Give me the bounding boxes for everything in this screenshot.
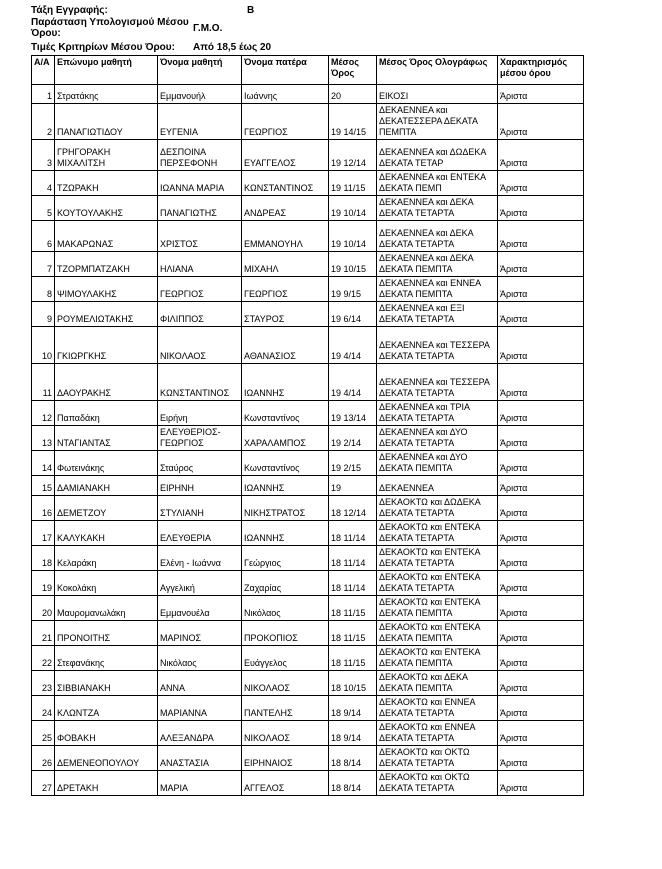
row-number-cell: 2 [32, 104, 55, 140]
row-number-cell: 12 [32, 401, 55, 426]
first-name-cell: ΝΙΚΟΛΑΟΣ [158, 327, 242, 364]
characterization-cell: Άριστα [498, 646, 584, 671]
characterization-cell: Άριστα [498, 746, 584, 771]
col-avg: Μέσος Όρος [329, 56, 377, 85]
father-name-cell: ΕΙΡΗΝΑΙΟΣ [242, 746, 329, 771]
surname-cell: ΚΑΛΥΚΑΚΗ [55, 521, 158, 546]
characterization-cell: Άριστα [498, 771, 584, 796]
characterization-cell: Άριστα [498, 571, 584, 596]
average-cell: 19 12/14 [329, 140, 377, 171]
table-row [32, 196, 584, 221]
surname-cell: ΚΛΩΝΤΖΑ [55, 696, 158, 721]
table-row [32, 364, 584, 401]
table-row [32, 746, 584, 771]
characterization-cell: Άριστα [498, 302, 584, 327]
father-name-cell: ΓΕΩΡΓΙΟΣ [242, 277, 329, 302]
average-words-cell: ΔΕΚΑΕΝΝΕΑ και ΔΥΟ ΔΕΚΑΤΑ ΠΕΜΠΤΑ [377, 451, 498, 476]
surname-cell: Φωτεινάκης [55, 451, 158, 476]
father-name-cell: Ιωάννης [242, 85, 329, 104]
surname-cell: ΠΑΝΑΓΙΩΤΙΔΟΥ [55, 104, 158, 140]
characterization-cell: Άριστα [498, 546, 584, 571]
first-name-cell: ΚΩΝΣΤΑΝΤΙΝΟΣ [158, 364, 242, 401]
characterization-cell: Άριστα [498, 451, 584, 476]
row-number-cell: 24 [32, 696, 55, 721]
table-row [32, 401, 584, 426]
average-cell: 19 10/15 [329, 252, 377, 277]
average-words-cell: ΔΕΚΑΟΚΤΩ και ΕΝΤΕΚΑ ΔΕΚΑΤΑ ΤΕΤΑΡΤΑ [377, 521, 498, 546]
characterization-cell: Άριστα [498, 196, 584, 221]
table-row [32, 771, 584, 796]
first-name-cell: ΜΑΡΙΑ [158, 771, 242, 796]
row-number-cell: 21 [32, 621, 55, 646]
characterization-cell: Άριστα [498, 221, 584, 252]
table-row [32, 571, 584, 596]
average-words-cell: ΕΙΚΟΣΙ [377, 85, 498, 104]
characterization-cell: Άριστα [498, 496, 584, 521]
first-name-cell: ΕΙΡΗΝΗ [158, 476, 242, 496]
row-number-cell: 3 [32, 140, 55, 171]
first-name-cell: ΕΛΕΥΘΕΡΙΑ [158, 521, 242, 546]
table-row [32, 451, 584, 476]
first-name-cell: ΓΕΩΡΓΙΟΣ [158, 277, 242, 302]
father-name-cell: ΓΕΩΡΓΙΟΣ [242, 104, 329, 140]
row-number-cell: 7 [32, 252, 55, 277]
average-words-cell: ΔΕΚΑΟΚΤΩ και ΔΕΚΑ ΔΕΚΑΤΑ ΠΕΜΠΤΑ [377, 671, 498, 696]
characterization-cell: Άριστα [498, 621, 584, 646]
parastasi-label-1: Παράσταση Υπολογισμού Μέσου [31, 17, 189, 28]
row-number-cell: 17 [32, 521, 55, 546]
average-words-cell: ΔΕΚΑΕΝΝΕΑ και ΤΕΣΣΕΡΑ ΔΕΚΑΤΑ ΤΕΤΑΡΤΑ [377, 327, 498, 364]
average-cell: 19 4/14 [329, 364, 377, 401]
table-row [32, 671, 584, 696]
father-name-cell: Κωνσταντίνος [242, 451, 329, 476]
father-name-cell: ΙΩΑΝΝΗΣ [242, 476, 329, 496]
row-number-cell: 25 [32, 721, 55, 746]
average-words-cell: ΔΕΚΑΕΝΝΕΑ και ΤΡΙΑ ΔΕΚΑΤΑ ΤΕΤΑΡΤΑ [377, 401, 498, 426]
row-number-cell: 18 [32, 546, 55, 571]
surname-cell: ΔΕΜΕΤΖΟΥ [55, 496, 158, 521]
table-row [32, 721, 584, 746]
col-father: Όνομα πατέρα [242, 56, 329, 85]
characterization-cell: Άριστα [498, 596, 584, 621]
table-row [32, 85, 584, 104]
table-row [32, 171, 584, 196]
surname-cell: ΓΚΙΩΡΓΚΗΣ [55, 327, 158, 364]
surname-cell: ΦΟΒΑΚΗ [55, 721, 158, 746]
father-name-cell: ΠΡΟΚΟΠΙΟΣ [242, 621, 329, 646]
table-header-row [32, 56, 584, 85]
table-row [32, 104, 584, 140]
characterization-cell: Άριστα [498, 327, 584, 364]
average-words-cell: ΔΕΚΑΕΝΝΕΑ και ΕΝΤΕΚΑ ΔΕΚΑΤΑ ΠΕΜΠ [377, 171, 498, 196]
table-row [32, 277, 584, 302]
table-row [32, 646, 584, 671]
surname-cell: ΨΙΜΟΥΛΑΚΗΣ [55, 277, 158, 302]
average-words-cell: ΔΕΚΑΟΚΤΩ και ΕΝΤΕΚΑ ΔΕΚΑΤΑ ΠΕΜΠΤΑ [377, 646, 498, 671]
col-name: Όνομα μαθητή [158, 56, 242, 85]
first-name-cell: Εμμανουήλ [158, 85, 242, 104]
average-words-cell: ΔΕΚΑΕΝΝΕΑ και ΔΩΔΕΚΑ ΔΕΚΑΤΑ ΤΕΤΑΡ [377, 140, 498, 171]
first-name-cell: Νικόλαος [158, 646, 242, 671]
characterization-cell: Άριστα [498, 171, 584, 196]
row-number-cell: 6 [32, 221, 55, 252]
col-surname: Επώνυμο μαθητή [55, 56, 158, 85]
table-row [32, 140, 584, 171]
father-name-cell: ΠΑΝΤΕΛΗΣ [242, 696, 329, 721]
characterization-cell: Άριστα [498, 521, 584, 546]
row-number-cell: 13 [32, 426, 55, 451]
father-name-cell: ΣΤΑΥΡΟΣ [242, 302, 329, 327]
average-words-cell: ΔΕΚΑΕΝΝΕΑ [377, 476, 498, 496]
average-words-cell: ΔΕΚΑΟΚΤΩ και ΟΚΤΩ ΔΕΚΑΤΑ ΤΕΤΑΡΤΑ [377, 771, 498, 796]
father-name-cell: ΚΩΝΣΤΑΝΤΙΝΟΣ [242, 171, 329, 196]
first-name-cell: ΜΑΡΙΑΝΝΑ [158, 696, 242, 721]
table-row [32, 596, 584, 621]
average-words-cell: ΔΕΚΑΕΝΝΕΑ και ΤΕΣΣΕΡΑ ΔΕΚΑΤΑ ΤΕΤΑΡΤΑ [377, 364, 498, 401]
parastasi-label-2: Όρου: [31, 28, 61, 39]
father-name-cell: ΜΙΧΑΗΛ [242, 252, 329, 277]
father-name-cell: Κωνσταντίνος [242, 401, 329, 426]
average-cell: 19 9/15 [329, 277, 377, 302]
characterization-cell: Άριστα [498, 364, 584, 401]
average-words-cell: ΔΕΚΑΟΚΤΩ και ΕΝΝΕΑ ΔΕΚΑΤΑ ΤΕΤΑΡΤΑ [377, 721, 498, 746]
first-name-cell: ΕΥΓΕΝΙΑ [158, 104, 242, 140]
first-name-cell: Σταύρος [158, 451, 242, 476]
average-cell: 19 13/14 [329, 401, 377, 426]
characterization-cell: Άριστα [498, 476, 584, 496]
row-number-cell: 14 [32, 451, 55, 476]
surname-cell: Στρατάκης [55, 85, 158, 104]
average-cell: 18 8/14 [329, 771, 377, 796]
times-value: Από 18,5 έως 20 [193, 42, 272, 53]
row-number-cell: 20 [32, 596, 55, 621]
first-name-cell: ΕΛΕΥΘΕΡΙΟΣ-ΓΕΩΡΓΙΟΣ [158, 426, 242, 451]
first-name-cell: ΠΑΝΑΓΙΩΤΗΣ [158, 196, 242, 221]
surname-cell: Κοκολάκη [55, 571, 158, 596]
average-words-cell: ΔΕΚΑΕΝΝΕΑ και ΔΥΟ ΔΕΚΑΤΑ ΤΕΤΑΡΤΑ [377, 426, 498, 451]
surname-cell: Κελαράκη [55, 546, 158, 571]
average-cell: 18 11/15 [329, 646, 377, 671]
father-name-cell: Ζαχαρίας [242, 571, 329, 596]
parastasi-value: Γ.Μ.Ο. [193, 23, 223, 34]
average-cell: 19 10/14 [329, 221, 377, 252]
average-cell: 18 11/14 [329, 571, 377, 596]
row-number-cell: 16 [32, 496, 55, 521]
table-body [32, 85, 584, 796]
average-words-cell: ΔΕΚΑΟΚΤΩ και ΕΝΤΕΚΑ ΔΕΚΑΤΑ ΠΕΜΠΤΑ [377, 621, 498, 646]
average-words-cell: ΔΕΚΑΕΝΝΕΑ και ΔΕΚΑΤΕΣΣΕΡΑ ΔΕΚΑΤΑ ΠΕΜΠΤΑ [377, 104, 498, 140]
col-grade: Χαρακτηρισμός μέσου όρου [498, 56, 584, 85]
taxi-label: Τάξη Εγγραφής: [31, 5, 108, 16]
surname-cell: ΔΡΕΤΑΚΗ [55, 771, 158, 796]
surname-cell: Παπαδάκη [55, 401, 158, 426]
average-words-cell: ΔΕΚΑΕΝΝΕΑ και ΕΝΝΕΑ ΔΕΚΑΤΑ ΠΕΜΠΤΑ [377, 277, 498, 302]
average-cell: 19 10/14 [329, 196, 377, 221]
characterization-cell: Άριστα [498, 721, 584, 746]
row-number-cell: 10 [32, 327, 55, 364]
surname-cell: ΠΡΟΝΟΙΤΗΣ [55, 621, 158, 646]
table-row [32, 476, 584, 496]
surname-cell: Μαυρομανωλάκη [55, 596, 158, 621]
father-name-cell: Ευάγγελος [242, 646, 329, 671]
first-name-cell: ΙΩΑΝΝΑ ΜΑΡΙΑ [158, 171, 242, 196]
characterization-cell: Άριστα [498, 671, 584, 696]
father-name-cell: ΑΓΓΕΛΟΣ [242, 771, 329, 796]
average-words-cell: ΔΕΚΑΟΚΤΩ και ΕΝΤΕΚΑ ΔΕΚΑΤΑ ΠΕΜΠΤΑ [377, 596, 498, 621]
characterization-cell: Άριστα [498, 696, 584, 721]
average-cell: 19 4/14 [329, 327, 377, 364]
surname-cell: ΤΖΟΡΜΠΑΤΖΑΚΗ [55, 252, 158, 277]
taxi-value: Β [247, 5, 255, 16]
first-name-cell: ΧΡΙΣΤΟΣ [158, 221, 242, 252]
average-cell: 18 11/14 [329, 521, 377, 546]
first-name-cell: ΗΛΙΑΝΑ [158, 252, 242, 277]
average-cell: 19 11/15 [329, 171, 377, 196]
table-row [32, 426, 584, 451]
average-cell: 18 11/15 [329, 621, 377, 646]
average-words-cell: ΔΕΚΑΟΚΤΩ και ΕΝΤΕΚΑ ΔΕΚΑΤΑ ΤΕΤΑΡΤΑ [377, 546, 498, 571]
average-words-cell: ΔΕΚΑΟΚΤΩ και ΔΩΔΕΚΑ ΔΕΚΑΤΑ ΤΕΤΑΡΤΑ [377, 496, 498, 521]
first-name-cell: Αγγελική [158, 571, 242, 596]
table-row [32, 252, 584, 277]
father-name-cell: ΧΑΡΑΛΑΜΠΟΣ [242, 426, 329, 451]
first-name-cell: ΜΑΡΙΝΟΣ [158, 621, 242, 646]
first-name-cell: ΑΛΕΞΑΝΔΡΑ [158, 721, 242, 746]
surname-cell: ΓΡΗΓΟΡΑΚΗ ΜΙΧΑΛΙΤΣΗ [55, 140, 158, 171]
average-cell: 19 2/15 [329, 451, 377, 476]
table-row [32, 221, 584, 252]
surname-cell: ΔΑΟΥΡΑΚΗΣ [55, 364, 158, 401]
father-name-cell: ΙΩΑΝΝΗΣ [242, 521, 329, 546]
average-cell: 18 9/14 [329, 721, 377, 746]
characterization-cell: Άριστα [498, 85, 584, 104]
average-words-cell: ΔΕΚΑΟΚΤΩ και ΕΝΤΕΚΑ ΔΕΚΑΤΑ ΤΕΤΑΡΤΑ [377, 571, 498, 596]
average-cell: 20 [329, 85, 377, 104]
surname-cell: ΔΑΜΙΑΝΑΚΗ [55, 476, 158, 496]
average-cell: 18 11/15 [329, 596, 377, 621]
surname-cell: Στεφανάκης [55, 646, 158, 671]
surname-cell: ΜΑΚΑΡΩΝΑΣ [55, 221, 158, 252]
grades-table [31, 55, 584, 796]
table-row [32, 521, 584, 546]
characterization-cell: Άριστα [498, 252, 584, 277]
father-name-cell: Νικόλαος [242, 596, 329, 621]
father-name-cell: ΕΥΑΓΓΕΛΟΣ [242, 140, 329, 171]
surname-cell: ΣΙΒΒΙΑΝΑΚΗ [55, 671, 158, 696]
average-cell: 18 12/14 [329, 496, 377, 521]
first-name-cell: ΦΙΛΙΠΠΟΣ [158, 302, 242, 327]
average-cell: 18 10/15 [329, 671, 377, 696]
surname-cell: ΝΤΑΓΙΑΝΤΑΣ [55, 426, 158, 451]
father-name-cell: ΕΜΜΑΝΟΥΗΛ [242, 221, 329, 252]
row-number-cell: 26 [32, 746, 55, 771]
average-cell: 19 6/14 [329, 302, 377, 327]
characterization-cell: Άριστα [498, 277, 584, 302]
average-cell: 18 8/14 [329, 746, 377, 771]
row-number-cell: 9 [32, 302, 55, 327]
row-number-cell: 4 [32, 171, 55, 196]
average-cell: 19 2/14 [329, 426, 377, 451]
father-name-cell: ΑΘΑΝΑΣΙΟΣ [242, 327, 329, 364]
surname-cell: ΤΖΩΡΑΚΗ [55, 171, 158, 196]
father-name-cell: ΙΩΑΝΝΗΣ [242, 364, 329, 401]
average-words-cell: ΔΕΚΑΟΚΤΩ και ΟΚΤΩ ΔΕΚΑΤΑ ΤΕΤΑΡΤΑ [377, 746, 498, 771]
first-name-cell: ΔΕΣΠΟΙΝΑ ΠΕΡΣΕΦΟΝΗ [158, 140, 242, 171]
table-row [32, 621, 584, 646]
father-name-cell: ΑΝΔΡΕΑΣ [242, 196, 329, 221]
average-cell: 18 11/14 [329, 546, 377, 571]
row-number-cell: 23 [32, 671, 55, 696]
characterization-cell: Άριστα [498, 140, 584, 171]
first-name-cell: ΑΝΝΑ [158, 671, 242, 696]
table-row [32, 327, 584, 364]
col-words: Μέσος Όρος Ολογράφως [377, 56, 498, 85]
characterization-cell: Άριστα [498, 401, 584, 426]
times-label: Τιμές Κριτηρίων Μέσου Όρου: [31, 42, 175, 53]
characterization-cell: Άριστα [498, 104, 584, 140]
row-number-cell: 8 [32, 277, 55, 302]
first-name-cell: ΑΝΑΣΤΑΣΙΑ [158, 746, 242, 771]
average-cell: 18 9/14 [329, 696, 377, 721]
average-words-cell: ΔΕΚΑΕΝΝΕΑ και ΔΕΚΑ ΔΕΚΑΤΑ ΤΕΤΑΡΤΑ [377, 221, 498, 252]
first-name-cell: Ελένη - Ιωάννα [158, 546, 242, 571]
table-row [32, 696, 584, 721]
average-words-cell: ΔΕΚΑΕΝΝΕΑ και ΕΞΙ ΔΕΚΑΤΑ ΤΕΤΑΡΤΑ [377, 302, 498, 327]
surname-cell: ΔΕΜΕΝΕΟΠΟΥΛΟΥ [55, 746, 158, 771]
father-name-cell: ΝΙΚΗΣΤΡΑΤΟΣ [242, 496, 329, 521]
first-name-cell: ΣΤΥΛΙΑΝΗ [158, 496, 242, 521]
surname-cell: ΡΟΥΜΕΛΙΩΤΑΚΗΣ [55, 302, 158, 327]
row-number-cell: 27 [32, 771, 55, 796]
average-cell: 19 14/15 [329, 104, 377, 140]
table-row [32, 496, 584, 521]
row-number-cell: 15 [32, 476, 55, 496]
row-number-cell: 5 [32, 196, 55, 221]
table-row [32, 546, 584, 571]
surname-cell: ΚΟΥΤΟΥΛΑΚΗΣ [55, 196, 158, 221]
row-number-cell: 11 [32, 364, 55, 401]
first-name-cell: Ειρήνη [158, 401, 242, 426]
row-number-cell: 1 [32, 85, 55, 104]
average-words-cell: ΔΕΚΑΕΝΝΕΑ και ΔΕΚΑ ΔΕΚΑΤΑ ΠΕΜΠΤΑ [377, 252, 498, 277]
father-name-cell: Γεώργιος [242, 546, 329, 571]
row-number-cell: 22 [32, 646, 55, 671]
table-row [32, 302, 584, 327]
row-number-cell: 19 [32, 571, 55, 596]
first-name-cell: Εμμανουέλα [158, 596, 242, 621]
average-words-cell: ΔΕΚΑΕΝΝΕΑ και ΔΕΚΑ ΔΕΚΑΤΑ ΤΕΤΑΡΤΑ [377, 196, 498, 221]
average-words-cell: ΔΕΚΑΟΚΤΩ και ΕΝΝΕΑ ΔΕΚΑΤΑ ΤΕΤΑΡΤΑ [377, 696, 498, 721]
father-name-cell: ΝΙΚΟΛΑΟΣ [242, 671, 329, 696]
col-aa: Α/Α [32, 56, 55, 85]
characterization-cell: Άριστα [498, 426, 584, 451]
average-cell: 19 [329, 476, 377, 496]
father-name-cell: ΝΙΚΟΛΑΟΣ [242, 721, 329, 746]
